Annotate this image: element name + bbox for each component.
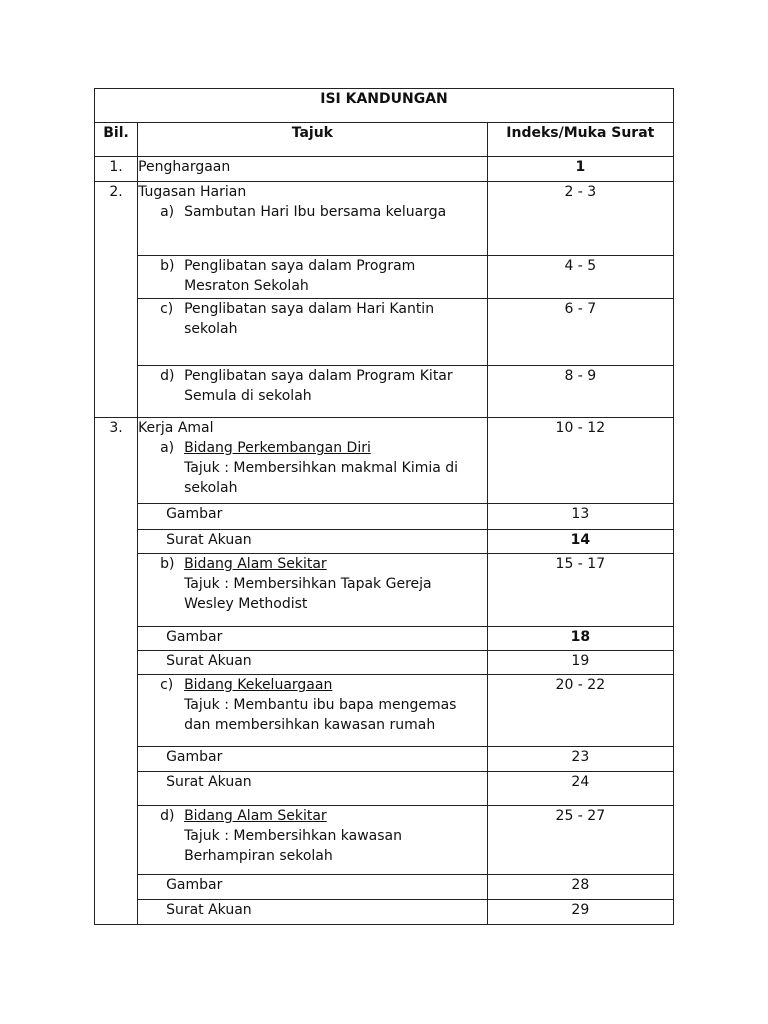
list-item [138, 675, 487, 735]
page-number: 15 - 17 [487, 554, 673, 627]
row-title [138, 806, 488, 875]
row-title [138, 504, 488, 530]
item-text: Gambar [166, 629, 223, 645]
item-heading: Bidang Perkembangan Diri [184, 440, 371, 456]
list-item [138, 806, 487, 866]
row-title [138, 747, 488, 772]
table-row [95, 900, 674, 925]
row-number: 1. [95, 157, 138, 182]
table-row [95, 651, 674, 675]
row-title [138, 182, 488, 256]
item-text [184, 554, 487, 614]
list-item [138, 438, 487, 498]
table-row [95, 256, 674, 299]
list-item [138, 554, 487, 614]
header-index: Indeks/Muka Surat [487, 123, 673, 157]
item-text: Surat Akuan [166, 532, 252, 548]
page-number: 25 - 27 [487, 806, 673, 875]
page-number: 1 [487, 157, 673, 182]
row-title [138, 157, 488, 182]
row-title [138, 900, 488, 925]
table-row [95, 299, 674, 366]
table-row [95, 530, 674, 554]
row-number: 2. [95, 182, 138, 418]
list-item [138, 366, 487, 406]
row-title [138, 772, 488, 806]
page-number: 8 - 9 [487, 366, 673, 418]
row-title [138, 627, 488, 651]
item-label: d) [160, 808, 175, 824]
item-heading: Bidang Alam Sekitar [184, 556, 327, 572]
page-number: 24 [487, 772, 673, 806]
row-number: 3. [95, 418, 138, 925]
item-text: Gambar [166, 877, 223, 893]
page-number: 14 [487, 530, 673, 554]
item-text: Surat Akuan [166, 653, 252, 669]
table-row [95, 875, 674, 900]
section-heading: Tugasan Harian [138, 184, 247, 200]
item-line: Tajuk : Membersihkan kawasan [184, 828, 402, 844]
header-row [95, 123, 674, 157]
table-row [95, 747, 674, 772]
item-text [184, 675, 487, 735]
page-number: 20 - 22 [487, 675, 673, 747]
page-number: 28 [487, 875, 673, 900]
item-text [184, 366, 487, 406]
item-line: dan membersihkan kawasan rumah [184, 717, 436, 733]
title-row [95, 89, 674, 123]
item-line: Penglibatan saya dalam Program [184, 258, 416, 274]
item-label: a) [160, 204, 175, 220]
page-number: 10 - 12 [487, 418, 673, 504]
list-item [138, 202, 487, 222]
table-row [95, 772, 674, 806]
page-number: 13 [487, 504, 673, 530]
item-line: Wesley Methodist [184, 596, 308, 612]
table-row [95, 627, 674, 651]
header-tajuk: Tajuk [138, 123, 488, 157]
page-number: 6 - 7 [487, 299, 673, 366]
table-row [95, 182, 674, 256]
item-text [184, 438, 487, 498]
table-row [95, 418, 674, 504]
page-number: 29 [487, 900, 673, 925]
item-label: c) [160, 677, 174, 693]
page-number: 4 - 5 [487, 256, 673, 299]
page-number: 23 [487, 747, 673, 772]
table-row [95, 366, 674, 418]
item-line: sekolah [184, 480, 238, 496]
item-label: b) [160, 556, 175, 572]
item-text [184, 806, 487, 866]
item-heading: Bidang Alam Sekitar [184, 808, 327, 824]
item-text: Surat Akuan [166, 774, 252, 790]
item-text [184, 299, 487, 339]
list-item [138, 299, 487, 339]
row-title [138, 530, 488, 554]
item-line: sekolah [184, 321, 238, 337]
item-line: Mesraton Sekolah [184, 278, 309, 294]
item-text: Surat Akuan [166, 902, 252, 918]
table-of-contents [94, 88, 674, 925]
row-title [138, 418, 488, 504]
table-row [95, 504, 674, 530]
row-title [138, 875, 488, 900]
item-line: Penglibatan saya dalam Program Kitar [184, 368, 453, 384]
page-number: 19 [487, 651, 673, 675]
table-row [95, 675, 674, 747]
header-bil: Bil. [95, 123, 138, 157]
table-row [95, 806, 674, 875]
item-line: Tajuk : Membersihkan Tapak Gereja [184, 576, 432, 592]
item-label: d) [160, 368, 175, 384]
page-number: 18 [487, 627, 673, 651]
list-item [138, 256, 487, 296]
item-text: Gambar [166, 749, 223, 765]
item-line: Berhampiran sekolah [184, 848, 333, 864]
item-line: Semula di sekolah [184, 388, 312, 404]
item-heading: Bidang Kekeluargaan [184, 677, 333, 693]
table-row [95, 157, 674, 182]
item-line: Tajuk : Membersihkan makmal Kimia di [184, 460, 459, 476]
item-text [184, 256, 487, 296]
item-line: Penglibatan saya dalam Hari Kantin [184, 301, 435, 317]
row-title [138, 675, 488, 747]
document-title: ISI KANDUNGAN [95, 89, 674, 123]
item-label: b) [160, 258, 175, 274]
item-label: c) [160, 301, 174, 317]
page-number: 2 - 3 [487, 182, 673, 256]
table-row [95, 554, 674, 627]
row-title [138, 256, 488, 299]
row-text: Penghargaan [138, 159, 231, 175]
item-label: a) [160, 440, 175, 456]
section-heading: Kerja Amal [138, 420, 214, 436]
item-line: Tajuk : Membantu ibu bapa mengemas [184, 697, 457, 713]
row-title [138, 366, 488, 418]
item-text: Gambar [166, 506, 223, 522]
row-title [138, 651, 488, 675]
row-title [138, 554, 488, 627]
item-text: Sambutan Hari Ibu bersama keluarga [184, 204, 447, 220]
row-title [138, 299, 488, 366]
